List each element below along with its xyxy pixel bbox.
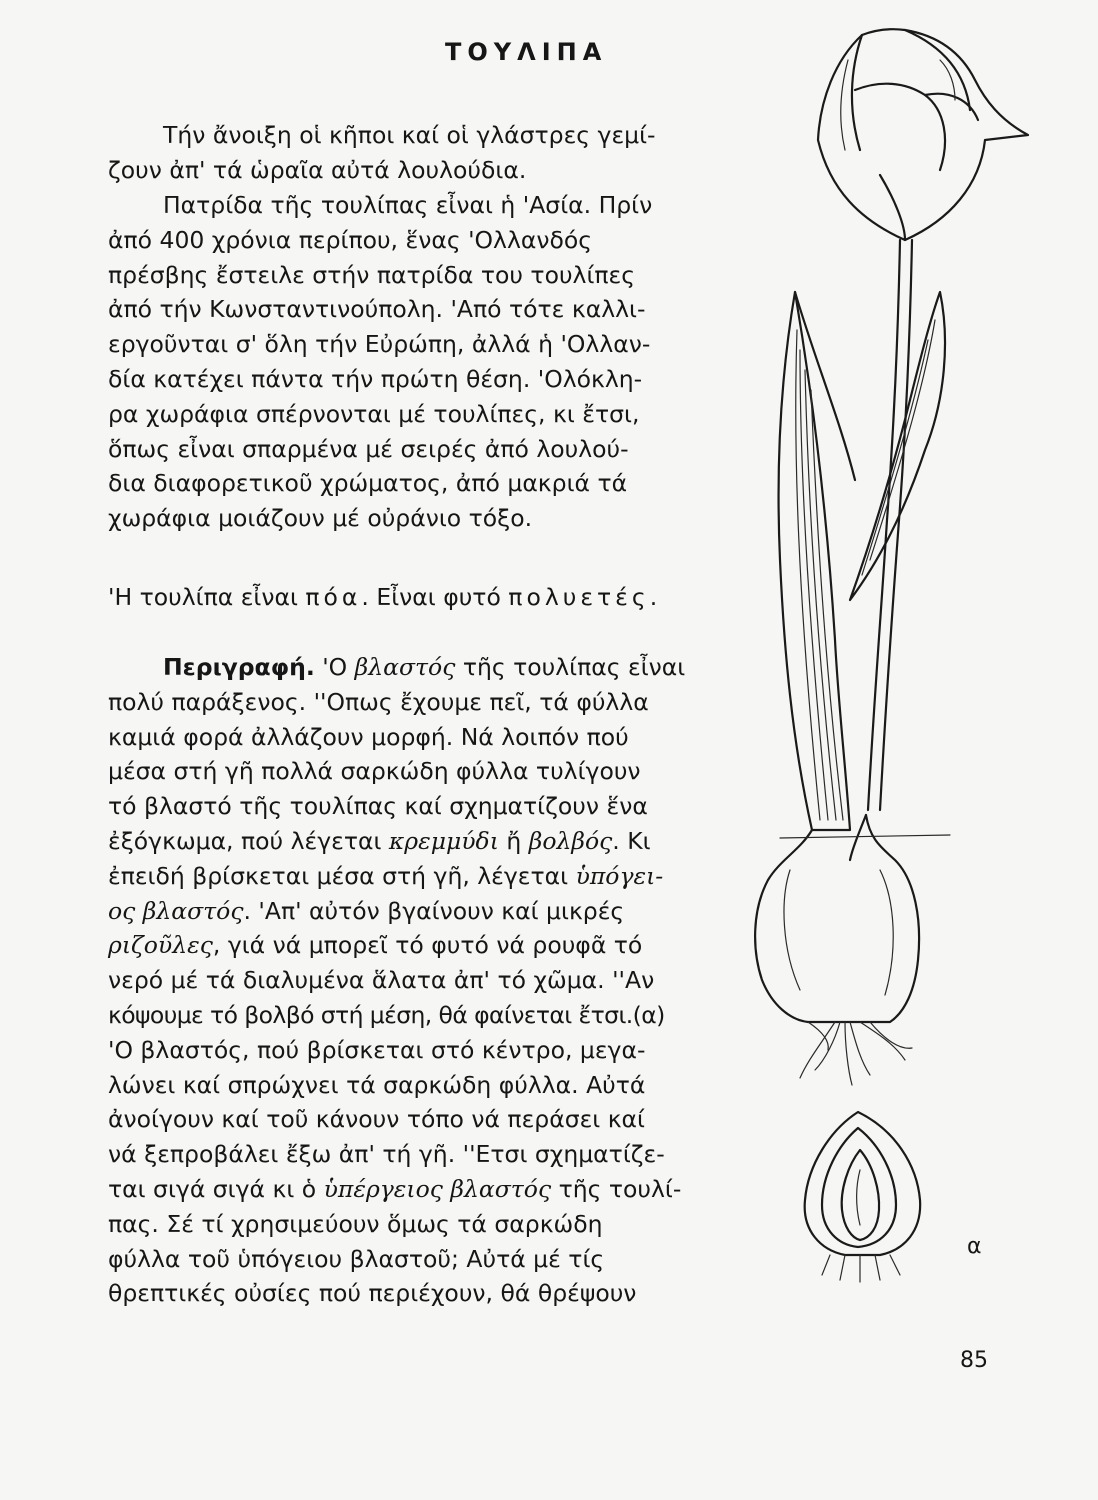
text-line: 'Ο βλαστός, πού βρίσκεται στό κέντρο, μεγα- bbox=[108, 1035, 646, 1064]
text-run: ἤ bbox=[498, 826, 529, 855]
text-run: , γιά νά μπορεῖ τό φυτό νά ρουφᾶ τό bbox=[212, 931, 643, 960]
text-line: μέσα στή γῆ πολλά σαρκώδη φύλλα τυλίγουν bbox=[108, 757, 641, 786]
text-run: ἐπειδή βρίσκεται μέσα στή γῆ, λέγεται bbox=[108, 861, 576, 890]
text-line: πρέσβης ἔστειλε στήν πατρίδα του τουλίπες bbox=[108, 260, 636, 289]
figure-label: α bbox=[967, 1234, 982, 1259]
text-line: ὅπως εἶναι σπαρμένα μέ σειρές ἀπό λουλού- bbox=[108, 434, 629, 463]
term-poa: πόα bbox=[305, 583, 362, 611]
tulip-bulb bbox=[755, 815, 950, 1085]
paragraph-description bbox=[108, 650, 748, 1311]
text-line: φύλλα τοῦ ὑπόγειου βλαστοῦ; Αὐτά μέ τίς bbox=[108, 1244, 605, 1273]
text-line bbox=[108, 1172, 748, 1207]
text-line: δία κατέχει πάντα τήν πρώτη θέση. 'Ολόκλη- bbox=[108, 364, 643, 393]
text-line: Πατρίδα τῆς τουλίπας εἶναι ἡ 'Ασία. Πρίν bbox=[163, 191, 653, 219]
text-line: πολύ παράξενος. ''Οπως ἔχουμε πεῖ, τά φύλλα bbox=[108, 687, 649, 716]
text-line: ρα χωράφια σπέρνονται μέ τουλίπες, κι ἔτσι, bbox=[108, 399, 640, 428]
tulip-plant-illustration bbox=[740, 0, 1098, 1300]
term-bulb: βολβός bbox=[528, 826, 613, 855]
text-line bbox=[108, 650, 748, 685]
term-underground: ὑπόγει- bbox=[575, 861, 664, 890]
text-line: δια διαφορετικοῦ χρώματος, ἀπό μακριά τά bbox=[108, 469, 628, 498]
term-rootlets: ριζοῦλες bbox=[108, 931, 213, 960]
text-line: ἀνοίγουν καί τοῦ κάνουν τόπο νά περάσει καί bbox=[108, 1105, 646, 1134]
term-stem: βλαστός bbox=[354, 653, 456, 681]
paragraph-classification bbox=[108, 580, 748, 615]
text-run: . bbox=[649, 583, 658, 611]
lower-leaf bbox=[779, 292, 855, 830]
text-line bbox=[108, 824, 748, 859]
term-onion: κρεμμύδι bbox=[388, 826, 499, 855]
text-run: . 'Απ' αὐτόν βγαίνουν καί μικρές bbox=[243, 896, 625, 925]
text-run: ται σιγά σιγά κι ὁ bbox=[108, 1174, 324, 1203]
term-perennial: πολυετές bbox=[508, 583, 650, 611]
text-line: κόψουμε τό βολβό στή μέση, θά φαίνεται ἔτσι.(α) bbox=[108, 1000, 665, 1029]
text-line: θρεπτικές οὐσίες πού περιέχουν, θά θρέψουν bbox=[108, 1279, 637, 1308]
text-line: λώνει καί σπρώχνει τά σαρκώδη φύλλα. Αὐτά bbox=[108, 1070, 646, 1099]
text-line: πας. Σέ τί χρησιμεύουν ὅμως τά σαρκώδη bbox=[108, 1209, 603, 1238]
text-line: νά ξεπροβάλει ἔξω ἀπ' τή γῆ. ''Ετσι σχηματίζε- bbox=[108, 1140, 665, 1169]
section-heading: Περιγραφή. bbox=[163, 653, 315, 681]
text-line: εργοῦνται σ' ὅλη τήν Εὐρώπη, ἀλλά ἡ 'Ολλαν- bbox=[108, 330, 651, 359]
text-run: 'Η τουλίπα εἶναι bbox=[108, 583, 306, 611]
text-line: ἀπό τήν Κωνσταντινούπολη. 'Από τότε καλλι- bbox=[108, 295, 646, 324]
text-line: τό βλαστό τῆς τουλίπας καί σχηματίζουν ἕνα bbox=[108, 792, 648, 821]
text-run: τῆς τουλί- bbox=[551, 1174, 682, 1203]
text-run: . Κι bbox=[612, 826, 651, 855]
text-run: ἐξόγκωμα, πού λέγεται bbox=[108, 826, 389, 855]
text-line: νερό μέ τά διαλυμένα ἅλατα ἀπ' τό χῶμα. ''Αν bbox=[108, 966, 655, 995]
text-line: καμιά φορά ἀλλάζουν μορφή. Νά λοιπόν πού bbox=[108, 722, 629, 751]
text-line bbox=[108, 859, 748, 894]
text-line: Τήν ἄνοιξη οἱ κῆποι καί οἱ γλάστρες γεμί- bbox=[163, 121, 656, 149]
term-underground-stem: ος βλαστός bbox=[108, 896, 244, 925]
text-run: . Εἶναι φυτό bbox=[361, 583, 509, 611]
text-line: ἀπό 400 χρόνια περίπου, ἕνας 'Ολλανδός bbox=[108, 225, 593, 254]
term-aboveground-stem: ὑπέργειος βλαστός bbox=[323, 1174, 552, 1203]
page-number: 85 bbox=[960, 1348, 988, 1373]
text-line bbox=[108, 580, 748, 615]
text-line bbox=[108, 928, 748, 963]
text-line: ζουν ἀπ' τά ὡραῖα αὐτά λουλούδια. bbox=[108, 155, 527, 184]
text-run: τῆς τουλίπας εἶναι bbox=[455, 653, 686, 681]
bulb-cross-section bbox=[805, 1112, 920, 1282]
text-run: 'Ο bbox=[314, 653, 355, 681]
tulip-flower bbox=[818, 29, 1028, 240]
page-title: ΤΟΥΛΙΠΑ bbox=[445, 38, 608, 66]
text-line bbox=[108, 894, 748, 929]
paragraph-intro bbox=[108, 118, 748, 188]
text-line: χωράφια μοιάζουν μέ οὐράνιο τόξο. bbox=[108, 504, 533, 533]
paragraph-history bbox=[108, 188, 748, 536]
